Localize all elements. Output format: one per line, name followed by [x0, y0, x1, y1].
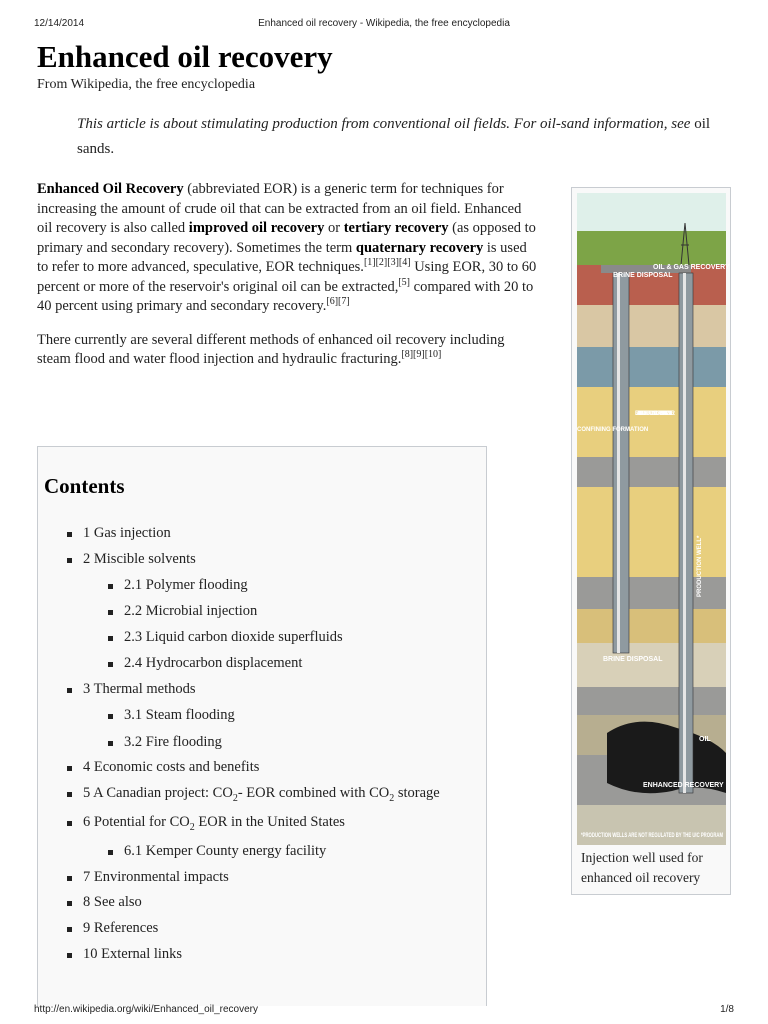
intro-text: compared with 20 to 40 percent using primary and secondary recovery. [37, 278, 534, 314]
toc-item-kemper-county[interactable]: 6.1 Kemper County energy facility [124, 843, 327, 859]
label-confining-formation: CONFINING FORMATION [577, 427, 649, 433]
page-number: 1/8 [720, 1004, 734, 1015]
citation-link[interactable]: [5] [398, 276, 411, 288]
bottom-layer [577, 805, 726, 845]
toc-item-hydrocarbon-displacement[interactable]: 2.4 Hydrocarbon displacement [124, 655, 303, 671]
label-uic-note: *PRODUCTION WELLS ARE NOT REGULATED BY THE UIC PROGRAM [581, 833, 723, 839]
bold-term-tertiary: tertiary recovery [343, 220, 449, 236]
label-oil: OIL [699, 736, 711, 743]
citation-link[interactable]: [8][9][10] [401, 349, 442, 361]
pipe-highlight [617, 273, 620, 653]
citation-link[interactable]: [1][2][3][4] [363, 257, 411, 269]
intro-paragraph-2 [37, 331, 537, 370]
hatnote [77, 112, 727, 162]
sand-layer [577, 387, 726, 457]
pipe-highlight [683, 273, 686, 793]
bold-term-improved: improved oil recovery [188, 220, 325, 236]
intro-text: There currently are several different methods of enhanced oil recovery including steam flood and water flood injection and hydraulic fracturing. [37, 331, 505, 367]
label-brine-disposal-low: BRINE DISPOSAL [603, 656, 663, 663]
injection-well-pipe [613, 273, 629, 653]
toc-text: 5 A Canadian project: CO [83, 785, 233, 801]
page-title: Enhanced oil recovery [37, 39, 333, 74]
toc-item-polymer-flooding[interactable]: 2.1 Polymer flooding [124, 577, 248, 593]
label-oil-gas-recovery: OIL & GAS RECOVERY [653, 264, 730, 271]
intro-text: (abbreviated EOR) is a generic term for techniques for increasing the amount of crude oil that can be extracted from an oil field. Enhanced oil recovery is also called [37, 181, 522, 236]
beige-layer [577, 305, 726, 347]
gray-rock-layer [577, 687, 726, 715]
toc-text: EOR in the United States [194, 814, 345, 830]
toc-item-potential-co2[interactable] [83, 814, 345, 833]
toc-item-microbial-injection[interactable]: 2.2 Microbial injection [124, 603, 258, 619]
hatnote-end: . [110, 141, 115, 157]
label-base-usdw: BASE OF UNDERGROUND SOURCES OF DRINKING WATER [635, 411, 676, 417]
toc-text: - EOR combined with CO [237, 785, 390, 801]
toc-item-economic-costs[interactable]: 4 Economic costs and benefits [83, 759, 260, 775]
intro-section [37, 180, 537, 384]
image-caption: Injection well used for enhanced oil recovery [581, 850, 703, 885]
blue-gray-layer [577, 347, 726, 387]
tan-layer [577, 609, 726, 643]
citation-link[interactable]: [6][7] [326, 296, 350, 308]
oil-sands-link[interactable]: oil sands [77, 116, 711, 157]
toc-text: 6 Potential for CO [83, 814, 190, 830]
intro-text: is used to refer to more advanced, speculative, EOR techniques. [37, 239, 527, 275]
toc-item-liquid-co2[interactable]: 2.3 Liquid carbon dioxide superfluids [124, 629, 343, 645]
injection-well-diagram[interactable] [577, 193, 730, 845]
hatnote-text: This article is about stimulating production from conventional oil fields. For oil-sand information, see [77, 116, 691, 132]
bold-term-quaternary: quaternary recovery [355, 239, 484, 256]
toc-subscript: 2 [232, 792, 238, 804]
infobox [571, 187, 731, 895]
toc-title: Contents [44, 474, 125, 498]
toc-item-steam-flooding[interactable]: 3.1 Steam flooding [124, 707, 235, 723]
toc-item-see-also[interactable]: 8 See also [83, 894, 142, 910]
sand-layer [577, 487, 726, 577]
intro-text: Using EOR, 30 to 60 percent or more of the reservoir's original oil can be extracted, [37, 259, 537, 295]
toc-item-external-links[interactable]: 10 External links [83, 946, 183, 962]
gray-rock-layer [577, 457, 726, 487]
table-of-contents [37, 446, 487, 1006]
bold-term-eor: Enhanced Oil Recovery [37, 181, 184, 197]
label-production-well: PRODUCTION WELL* [697, 535, 703, 597]
label-brine-disposal: BRINE DISPOSAL [613, 272, 673, 279]
intro-text: (as opposed to primary and secondary recovery). Sometimes the term [37, 220, 536, 256]
toc-item-thermal-methods[interactable]: 3 Thermal methods [83, 681, 196, 697]
toc-item-miscible-solvents[interactable]: 2 Miscible solvents [83, 551, 196, 567]
toc-subscript: 2 [189, 821, 195, 833]
gray-rock-layer [577, 577, 726, 609]
intro-paragraph-1 [37, 180, 537, 317]
print-page-title: Enhanced oil recovery - Wikipedia, the free encyclopedia [258, 18, 510, 29]
toc-item-fire-flooding[interactable]: 3.2 Fire flooding [124, 734, 222, 750]
toc-item-environmental-impacts[interactable]: 7 Environmental impacts [83, 869, 229, 885]
intro-text: or [324, 220, 344, 236]
toc-text: storage [394, 785, 440, 801]
print-date: 12/14/2014 [34, 18, 85, 29]
toc-subscript: 2 [389, 792, 395, 804]
toc-item-references[interactable]: 9 References [83, 920, 159, 936]
light-layer [577, 643, 726, 687]
grass-layer [577, 231, 726, 265]
toc-item-gas-injection[interactable]: 1 Gas injection [83, 525, 171, 541]
tagline: From Wikipedia, the free encyclopedia [37, 77, 256, 92]
label-enhanced-recovery: ENHANCED RECOVERY [643, 782, 724, 789]
toc-item-canadian-project[interactable] [83, 785, 440, 804]
print-url: http://en.wikipedia.org/wiki/Enhanced_oil_recovery [34, 1004, 259, 1015]
